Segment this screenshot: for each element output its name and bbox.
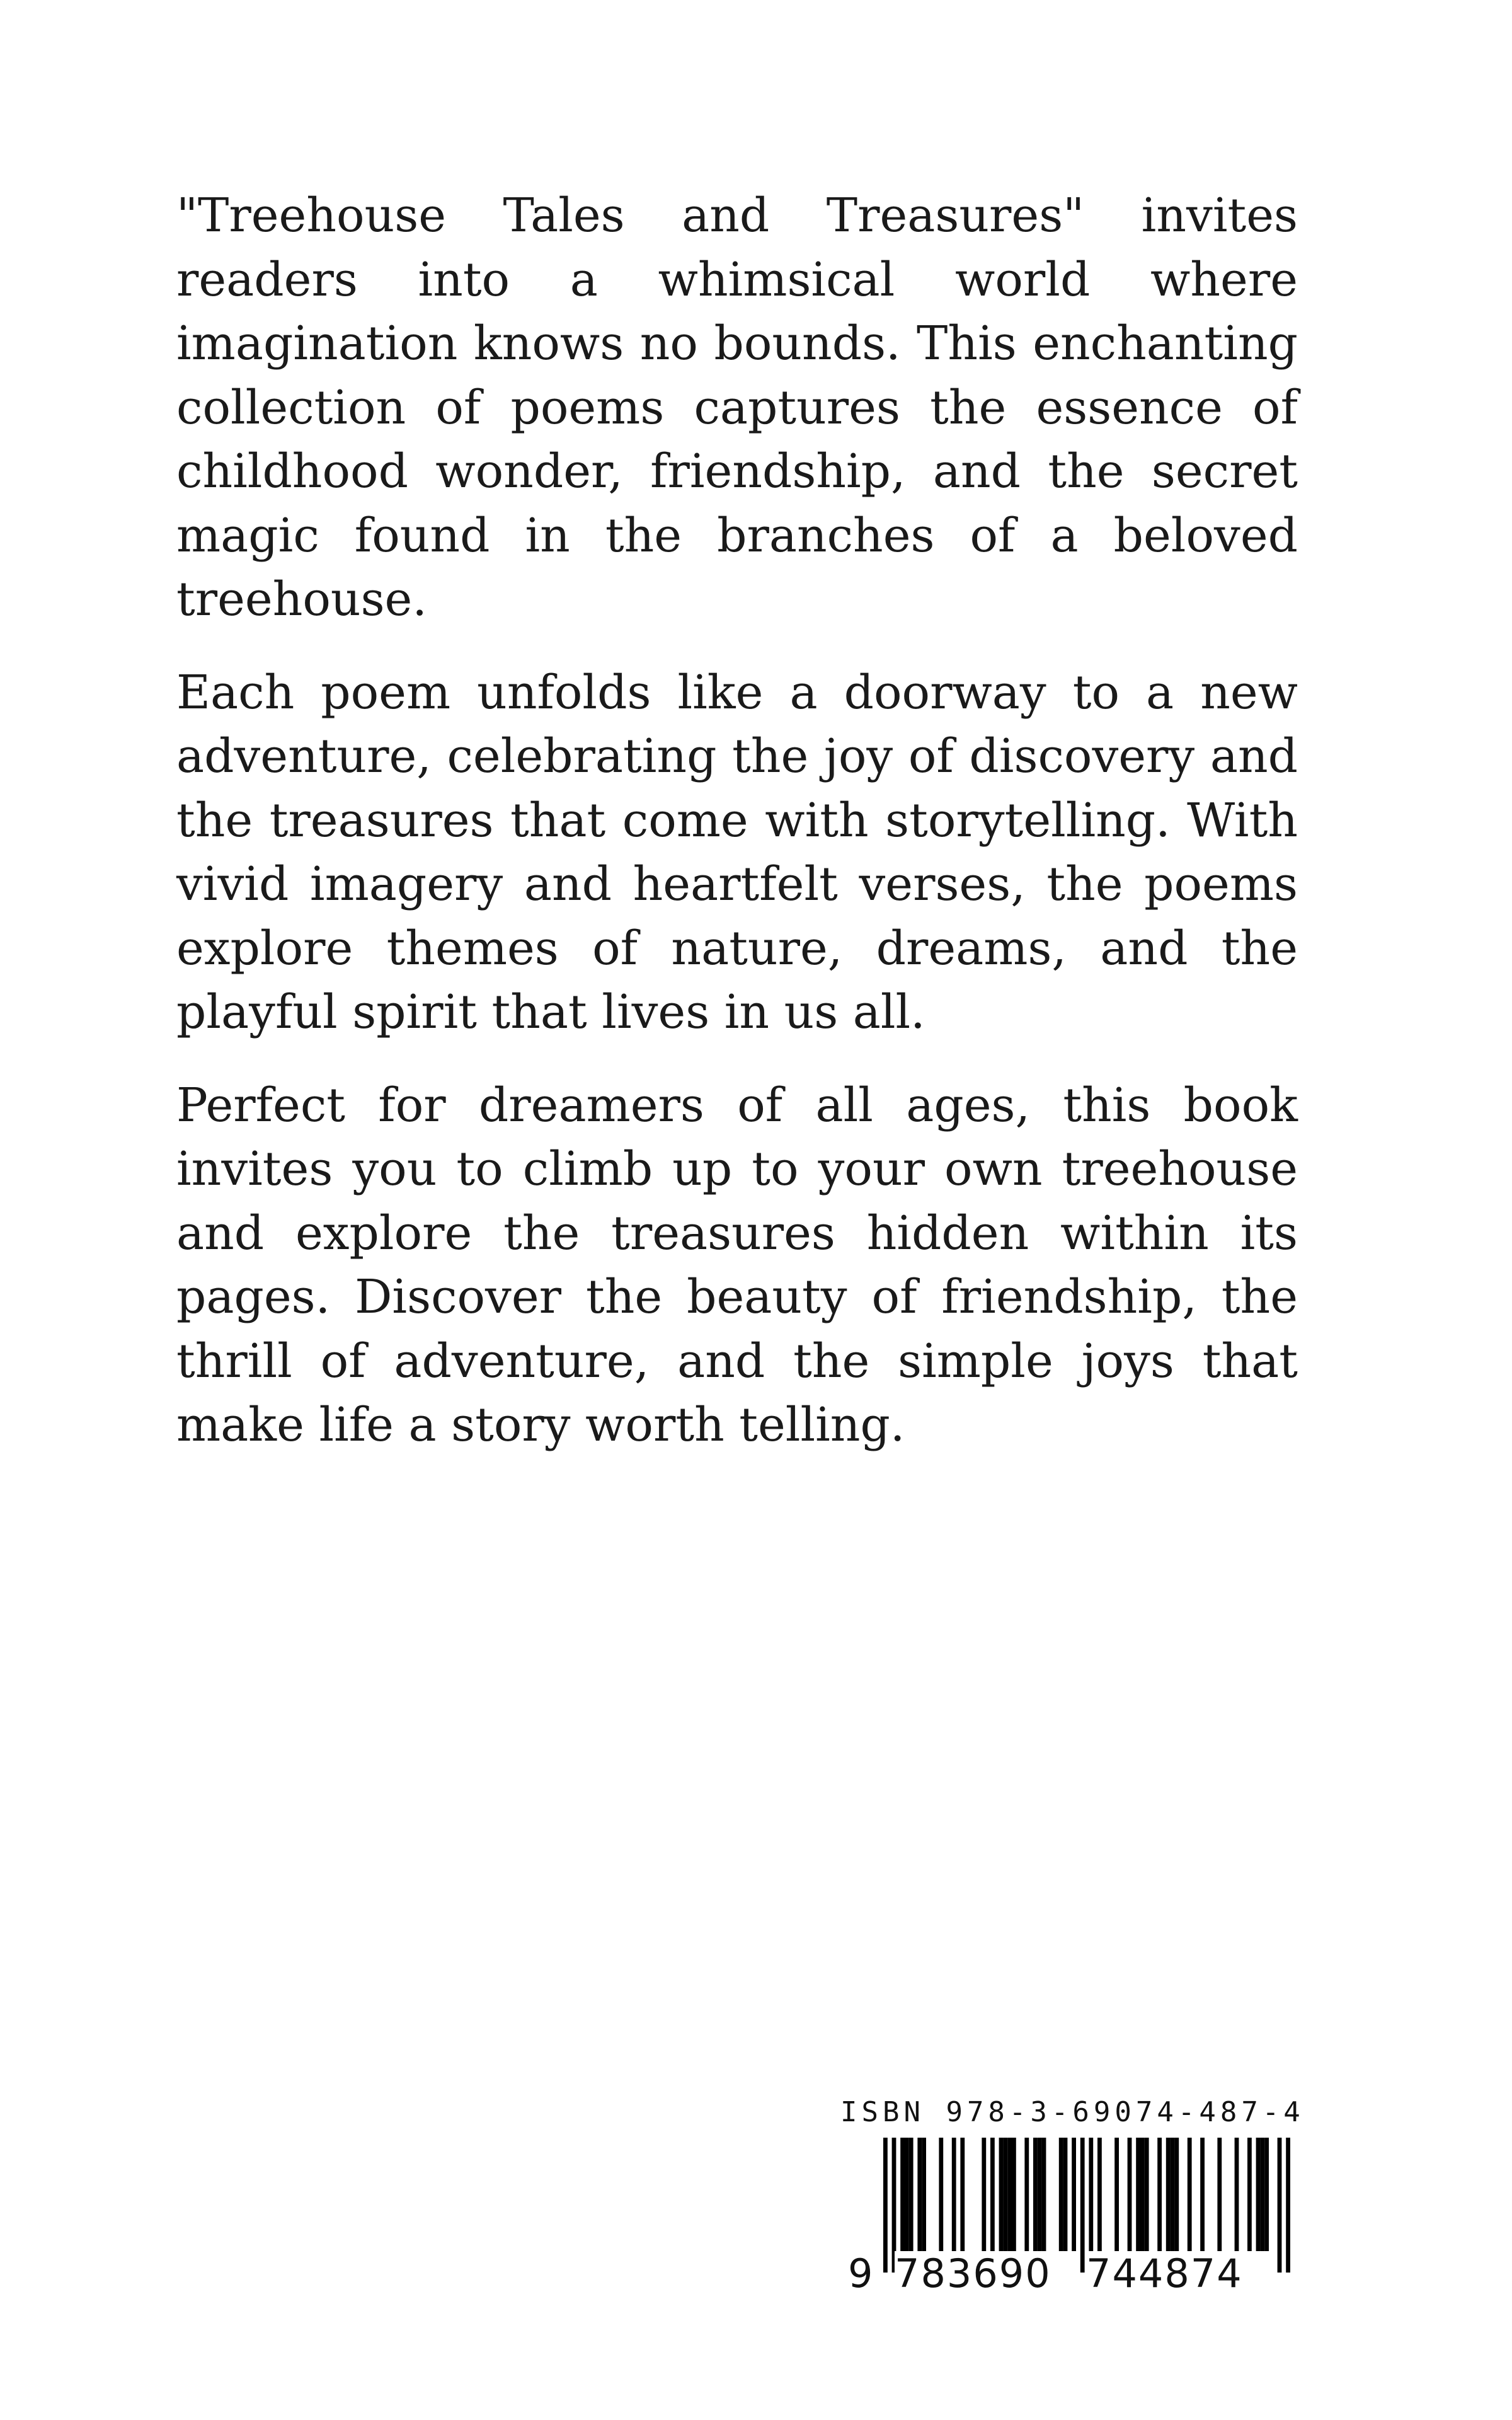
barcode-bar <box>1264 2138 1269 2251</box>
barcode-bar <box>1174 2138 1179 2251</box>
barcode-bar <box>883 2138 888 2273</box>
barcode-bar <box>1128 2138 1132 2251</box>
barcode-bar <box>1080 2138 1085 2273</box>
barcode-bar <box>952 2138 956 2251</box>
barcode-bar <box>1217 2138 1222 2251</box>
description-paragraph-1: "Treehouse Tales and Treasures" invites readers into a whimsical world where imagination knows no bounds. This enchanting collection of poems captures the essence of childhood wonder, friendship, and the secret magic found in the branches of a beloved treehouse. <box>176 188 1298 626</box>
barcode-bar <box>982 2138 986 2251</box>
barcode-bar <box>1114 2138 1119 2251</box>
barcode-bar <box>922 2138 926 2251</box>
barcode-bar <box>1024 2138 1029 2251</box>
barcode-bar <box>939 2138 943 2251</box>
barcode-bar <box>1200 2138 1205 2251</box>
barcode-bar <box>1003 2138 1007 2251</box>
barcode-bar <box>900 2138 905 2251</box>
barcode-digit-first: 9 <box>848 2250 873 2296</box>
barcode-bar <box>1171 2138 1175 2251</box>
barcode-bar <box>1042 2138 1046 2251</box>
barcode-bar <box>1256 2138 1261 2251</box>
isbn-barcode <box>840 2092 1307 2300</box>
isbn-number: ISBN 978-3-69074-487-4 <box>840 2096 1305 2128</box>
barcode-bar <box>990 2138 995 2251</box>
barcode-bar <box>1140 2138 1145 2251</box>
barcode-bar <box>1136 2138 1140 2251</box>
barcode-bar <box>960 2138 965 2251</box>
barcode-bar <box>1063 2138 1068 2251</box>
description-paragraph-3: Perfect for dreamers of all ages, this book invites you to climb up to your own treehouse and explore the treasures hidden within its pages. Discover the beauty of friendship, the thrill of adventure, and the simple joys that make life a story worth telling. <box>176 1078 1298 1452</box>
barcode-bar <box>1072 2138 1076 2251</box>
barcode-bar <box>1286 2138 1290 2273</box>
barcode-bar <box>1157 2138 1162 2251</box>
barcode-bar <box>917 2138 922 2251</box>
barcode-bar <box>1097 2138 1102 2251</box>
barcode-bar <box>1007 2138 1012 2251</box>
barcode-bar <box>1260 2138 1264 2251</box>
barcode-bar <box>909 2138 914 2251</box>
barcode-bar <box>999 2138 1004 2251</box>
barcode-bar <box>1012 2138 1016 2251</box>
barcode-bar <box>1188 2138 1192 2251</box>
barcode-bar <box>1059 2138 1063 2251</box>
barcode-bar <box>1033 2138 1038 2251</box>
barcode-bar <box>905 2138 909 2251</box>
barcode-bar <box>1166 2138 1171 2251</box>
barcode-bar <box>1038 2138 1042 2251</box>
description-paragraph-2: Each poem unfolds like a doorway to a new adventure, celebrating the joy of discovery and the treasures that come with storytelling. With vivid imagery and heartfelt verses, the poems explore themes of nature, dreams, and the playful spirit that lives in us all. <box>176 665 1298 1039</box>
barcode-bar <box>1235 2138 1239 2251</box>
barcode-bar <box>1145 2138 1149 2251</box>
book-description <box>176 184 1298 1487</box>
barcode-bar <box>1247 2138 1252 2251</box>
barcode-digits-left: 783690 <box>895 2250 1051 2296</box>
barcode-bar <box>1278 2138 1282 2273</box>
barcode-digits-right: 744874 <box>1086 2250 1243 2296</box>
